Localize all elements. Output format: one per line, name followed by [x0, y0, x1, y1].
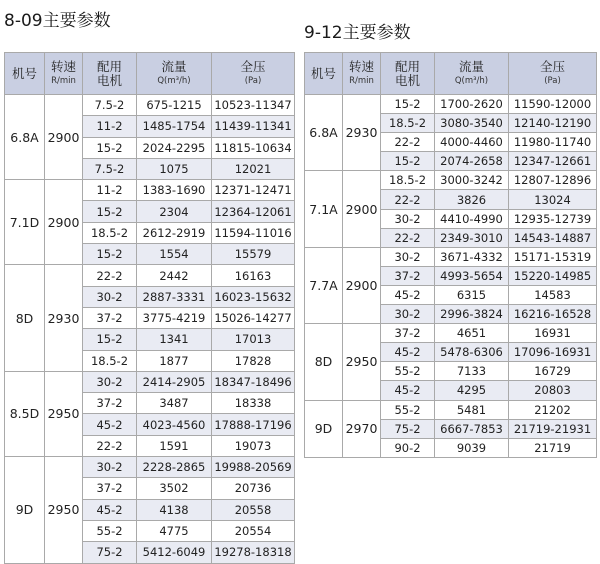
speed-cell: 2950 [343, 324, 381, 400]
motor-cell: 90-2 [381, 438, 435, 457]
pressure-cell: 11590-12000 [509, 95, 597, 114]
flow-cell: 4993-5654 [435, 266, 509, 285]
flow-cell: 4775 [137, 520, 212, 541]
pressure-cell: 11980-11740 [509, 133, 597, 152]
pressure-cell: 19988-20569 [212, 457, 295, 478]
flow-cell: 2228-2865 [137, 457, 212, 478]
motor-cell: 37-2 [83, 307, 137, 328]
motor-cell: 15-2 [381, 152, 435, 171]
header-speed: 转速 R/min [343, 53, 381, 95]
speed-cell: 2900 [343, 247, 381, 323]
flow-cell: 1554 [137, 244, 212, 265]
flow-cell: 675-1215 [137, 95, 212, 116]
flow-cell: 2996-3824 [435, 305, 509, 324]
flow-cell: 5412-6049 [137, 542, 212, 563]
motor-cell: 18.5-2 [83, 350, 137, 371]
pressure-cell: 15026-14277 [212, 307, 295, 328]
table-row [305, 171, 597, 190]
motor-cell: 75-2 [381, 419, 435, 438]
motor-cell: 11-2 [83, 180, 137, 201]
header-motor: 配用 电机 [381, 53, 435, 95]
flow-cell: 4651 [435, 324, 509, 343]
motor-cell: 15-2 [83, 244, 137, 265]
pressure-cell: 12021 [212, 158, 295, 179]
flow-cell: 3487 [137, 393, 212, 414]
speed-cell: 2900 [343, 171, 381, 247]
pressure-cell: 17828 [212, 350, 295, 371]
motor-cell: 7.5-2 [83, 158, 137, 179]
flow-cell: 6667-7853 [435, 419, 509, 438]
pressure-cell: 18338 [212, 393, 295, 414]
motor-cell: 22-2 [381, 190, 435, 209]
speed-cell: 2930 [343, 95, 381, 171]
header-speed: 转速 R/min [45, 53, 83, 95]
flow-cell: 4138 [137, 499, 212, 520]
model-cell: 9D [5, 457, 45, 563]
model-cell: 7.7A [305, 247, 343, 323]
pressure-cell: 15171-15319 [509, 247, 597, 266]
flow-cell: 3080-3540 [435, 114, 509, 133]
flow-cell: 2414-2905 [137, 371, 212, 392]
header-model: 机号 [5, 53, 45, 95]
flow-cell: 1591 [137, 435, 212, 456]
table-title-8-09: 8-09主要参数 [4, 11, 111, 31]
header-flow: 流量 Q(m³/h) [435, 53, 509, 95]
motor-cell: 37-2 [83, 393, 137, 414]
pressure-cell: 11439-11341 [212, 116, 295, 137]
motor-cell: 30-2 [83, 371, 137, 392]
header-flow: 流量 Q(m³/h) [137, 53, 212, 95]
flow-cell: 5478-6306 [435, 343, 509, 362]
motor-cell: 18.5-2 [83, 222, 137, 243]
table-row [5, 180, 295, 201]
flow-cell: 3775-4219 [137, 307, 212, 328]
pressure-cell: 16931 [509, 324, 597, 343]
motor-cell: 45-2 [381, 285, 435, 304]
pressure-cell: 17013 [212, 329, 295, 350]
flow-cell: 4410-4990 [435, 209, 509, 228]
motor-cell: 30-2 [381, 209, 435, 228]
header-pressure: 全压 (Pa) [509, 53, 597, 95]
motor-cell: 30-2 [83, 286, 137, 307]
flow-cell: 1075 [137, 158, 212, 179]
pressure-cell: 17888-17196 [212, 414, 295, 435]
flow-cell: 9039 [435, 438, 509, 457]
motor-cell: 15-2 [83, 201, 137, 222]
motor-cell: 18.5-2 [381, 114, 435, 133]
pressure-cell: 19278-18318 [212, 542, 295, 563]
flow-cell: 2024-2295 [137, 137, 212, 158]
motor-cell: 15-2 [381, 95, 435, 114]
flow-cell: 1341 [137, 329, 212, 350]
pressure-cell: 15220-14985 [509, 266, 597, 285]
pressure-cell: 21719-21931 [509, 419, 597, 438]
pressure-cell: 17096-16931 [509, 343, 597, 362]
motor-cell: 45-2 [381, 343, 435, 362]
pressure-cell: 16163 [212, 265, 295, 286]
model-cell: 7.1D [5, 180, 45, 265]
speed-cell: 2950 [45, 371, 83, 456]
motor-cell: 30-2 [381, 305, 435, 324]
motor-cell: 37-2 [83, 478, 137, 499]
pressure-cell: 14583 [509, 285, 597, 304]
motor-cell: 22-2 [83, 265, 137, 286]
motor-cell: 7.5-2 [83, 95, 137, 116]
flow-cell: 2304 [137, 201, 212, 222]
flow-cell: 4295 [435, 381, 509, 400]
pressure-cell: 16023-15632 [212, 286, 295, 307]
motor-cell: 45-2 [83, 499, 137, 520]
pressure-cell: 15579 [212, 244, 295, 265]
flow-cell: 2442 [137, 265, 212, 286]
header-pressure: 全压 (Pa) [212, 53, 295, 95]
pressure-cell: 12371-12471 [212, 180, 295, 201]
model-cell: 6.8A [305, 95, 343, 171]
table-row [5, 371, 295, 392]
flow-cell: 7133 [435, 362, 509, 381]
flow-cell: 1383-1690 [137, 180, 212, 201]
flow-cell: 1485-1754 [137, 116, 212, 137]
flow-cell: 2612-2919 [137, 222, 212, 243]
pressure-cell: 12364-12061 [212, 201, 295, 222]
pressure-cell: 21202 [509, 400, 597, 419]
flow-cell: 4000-4460 [435, 133, 509, 152]
flow-cell: 3826 [435, 190, 509, 209]
speed-cell: 2930 [45, 265, 83, 371]
speed-cell: 2970 [343, 400, 381, 457]
pressure-cell: 10523-11347 [212, 95, 295, 116]
motor-cell: 75-2 [83, 542, 137, 563]
motor-cell: 55-2 [83, 520, 137, 541]
model-cell: 8D [5, 265, 45, 371]
pressure-cell: 12807-12896 [509, 171, 597, 190]
model-cell: 8D [305, 324, 343, 400]
motor-cell: 45-2 [381, 381, 435, 400]
spec-table-9-12 [304, 52, 597, 458]
table-row [5, 95, 295, 116]
flow-cell: 1700-2620 [435, 95, 509, 114]
motor-cell: 22-2 [381, 228, 435, 247]
table-row [305, 95, 597, 114]
table-row [5, 265, 295, 286]
table-row [305, 324, 597, 343]
motor-cell: 55-2 [381, 400, 435, 419]
motor-cell: 18.5-2 [381, 171, 435, 190]
table-row [305, 247, 597, 266]
pressure-cell: 18347-18496 [212, 371, 295, 392]
pressure-cell: 20803 [509, 381, 597, 400]
motor-cell: 30-2 [381, 247, 435, 266]
model-cell: 8.5D [5, 371, 45, 456]
motor-cell: 11-2 [83, 116, 137, 137]
table-title-9-12: 9-12主要参数 [304, 23, 411, 43]
header-model: 机号 [305, 53, 343, 95]
pressure-cell: 12140-12190 [509, 114, 597, 133]
table-row [305, 400, 597, 419]
flow-cell: 3671-4332 [435, 247, 509, 266]
motor-cell: 37-2 [381, 266, 435, 285]
motor-cell: 15-2 [83, 329, 137, 350]
pressure-cell: 11815-10634 [212, 137, 295, 158]
pressure-cell: 13024 [509, 190, 597, 209]
flow-cell: 3502 [137, 478, 212, 499]
pressure-cell: 16729 [509, 362, 597, 381]
spec-table-8-09 [4, 52, 295, 564]
motor-cell: 15-2 [83, 137, 137, 158]
model-cell: 6.8A [5, 95, 45, 180]
table-row [5, 457, 295, 478]
speed-cell: 2950 [45, 457, 83, 563]
motor-cell: 37-2 [381, 324, 435, 343]
motor-cell: 45-2 [83, 414, 137, 435]
pressure-cell: 20554 [212, 520, 295, 541]
flow-cell: 1877 [137, 350, 212, 371]
pressure-cell: 16216-16528 [509, 305, 597, 324]
flow-cell: 6315 [435, 285, 509, 304]
pressure-cell: 20558 [212, 499, 295, 520]
pressure-cell: 21719 [509, 438, 597, 457]
pressure-cell: 12347-12661 [509, 152, 597, 171]
flow-cell: 2887-3331 [137, 286, 212, 307]
model-cell: 7.1A [305, 171, 343, 247]
pressure-cell: 14543-14887 [509, 228, 597, 247]
motor-cell: 30-2 [83, 457, 137, 478]
pressure-cell: 20736 [212, 478, 295, 499]
motor-cell: 22-2 [381, 133, 435, 152]
flow-cell: 2349-3010 [435, 228, 509, 247]
model-cell: 9D [305, 400, 343, 457]
motor-cell: 55-2 [381, 362, 435, 381]
flow-cell: 3000-3242 [435, 171, 509, 190]
motor-cell: 22-2 [83, 435, 137, 456]
pressure-cell: 12935-12739 [509, 209, 597, 228]
flow-cell: 4023-4560 [137, 414, 212, 435]
pressure-cell: 11594-11016 [212, 222, 295, 243]
flow-cell: 2074-2658 [435, 152, 509, 171]
speed-cell: 2900 [45, 180, 83, 265]
speed-cell: 2900 [45, 95, 83, 180]
flow-cell: 5481 [435, 400, 509, 419]
header-motor: 配用 电机 [83, 53, 137, 95]
pressure-cell: 19073 [212, 435, 295, 456]
